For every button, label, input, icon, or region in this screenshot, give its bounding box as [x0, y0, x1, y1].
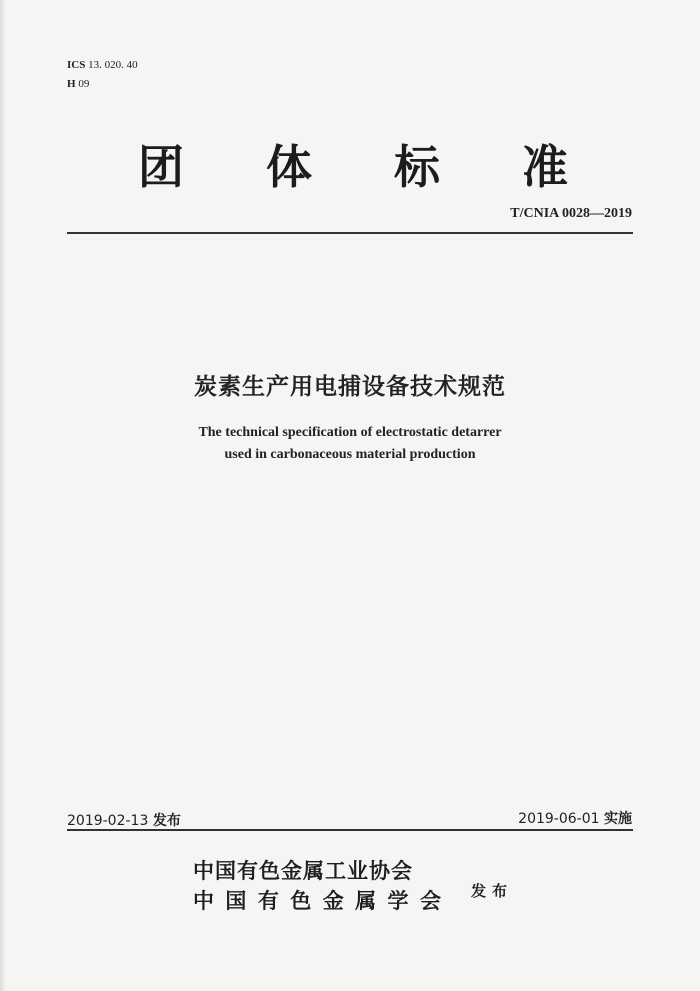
issuer-society-char: 学: [387, 888, 409, 913]
document-title-chinese: 炭素生产用电捕设备技术规范: [194, 374, 506, 400]
issue-date-suffix: 发布: [152, 813, 181, 829]
implementation-date: [518, 808, 632, 828]
ics-label: ICS: [67, 59, 86, 71]
issuer-industry-association: 中国有色金属工业协会: [193, 858, 413, 883]
top-divider: [67, 232, 633, 234]
issuer-society-char: 金: [322, 888, 344, 913]
ics-code: [67, 56, 138, 75]
implementation-date-suffix: 实施: [604, 811, 632, 827]
standard-type-char: 体: [266, 140, 312, 194]
h-value: 09: [78, 78, 90, 90]
issuer-society-char: 色: [290, 888, 312, 913]
document-title-english: [0, 422, 700, 466]
issue-label: 发布: [471, 882, 514, 900]
standard-type-heading: [138, 131, 568, 197]
issuer-society: [193, 886, 441, 916]
issuing-organizations: [193, 856, 445, 916]
h-label: H: [67, 78, 76, 90]
standard-type-char: 准: [522, 140, 568, 194]
classification-codes: [67, 56, 138, 94]
english-title-line-1: The technical specification of electrostatic detarrer: [198, 425, 502, 440]
issuer-society-char: 有: [257, 888, 279, 913]
scan-edge-shadow: [0, 0, 6, 991]
implementation-date-value: 2019-06-01: [518, 811, 600, 827]
issuer-society-char: 属: [355, 888, 377, 913]
h-code: [67, 75, 138, 94]
standard-number: T/CNIA 0028—2019: [510, 206, 632, 221]
bottom-divider: [67, 829, 633, 831]
ics-value: 13. 020. 40: [88, 59, 138, 71]
issuer-society-char: 会: [419, 888, 441, 913]
issuer-society-char: 中: [193, 888, 214, 913]
issue-date: [67, 810, 181, 830]
standard-type-char: 团: [138, 140, 184, 194]
standard-type-char: 标: [394, 140, 440, 194]
issuer-society-char: 国: [225, 888, 247, 913]
english-title-line-2: used in carbonaceous material production: [224, 447, 476, 462]
issue-date-value: 2019-02-13: [67, 813, 149, 829]
